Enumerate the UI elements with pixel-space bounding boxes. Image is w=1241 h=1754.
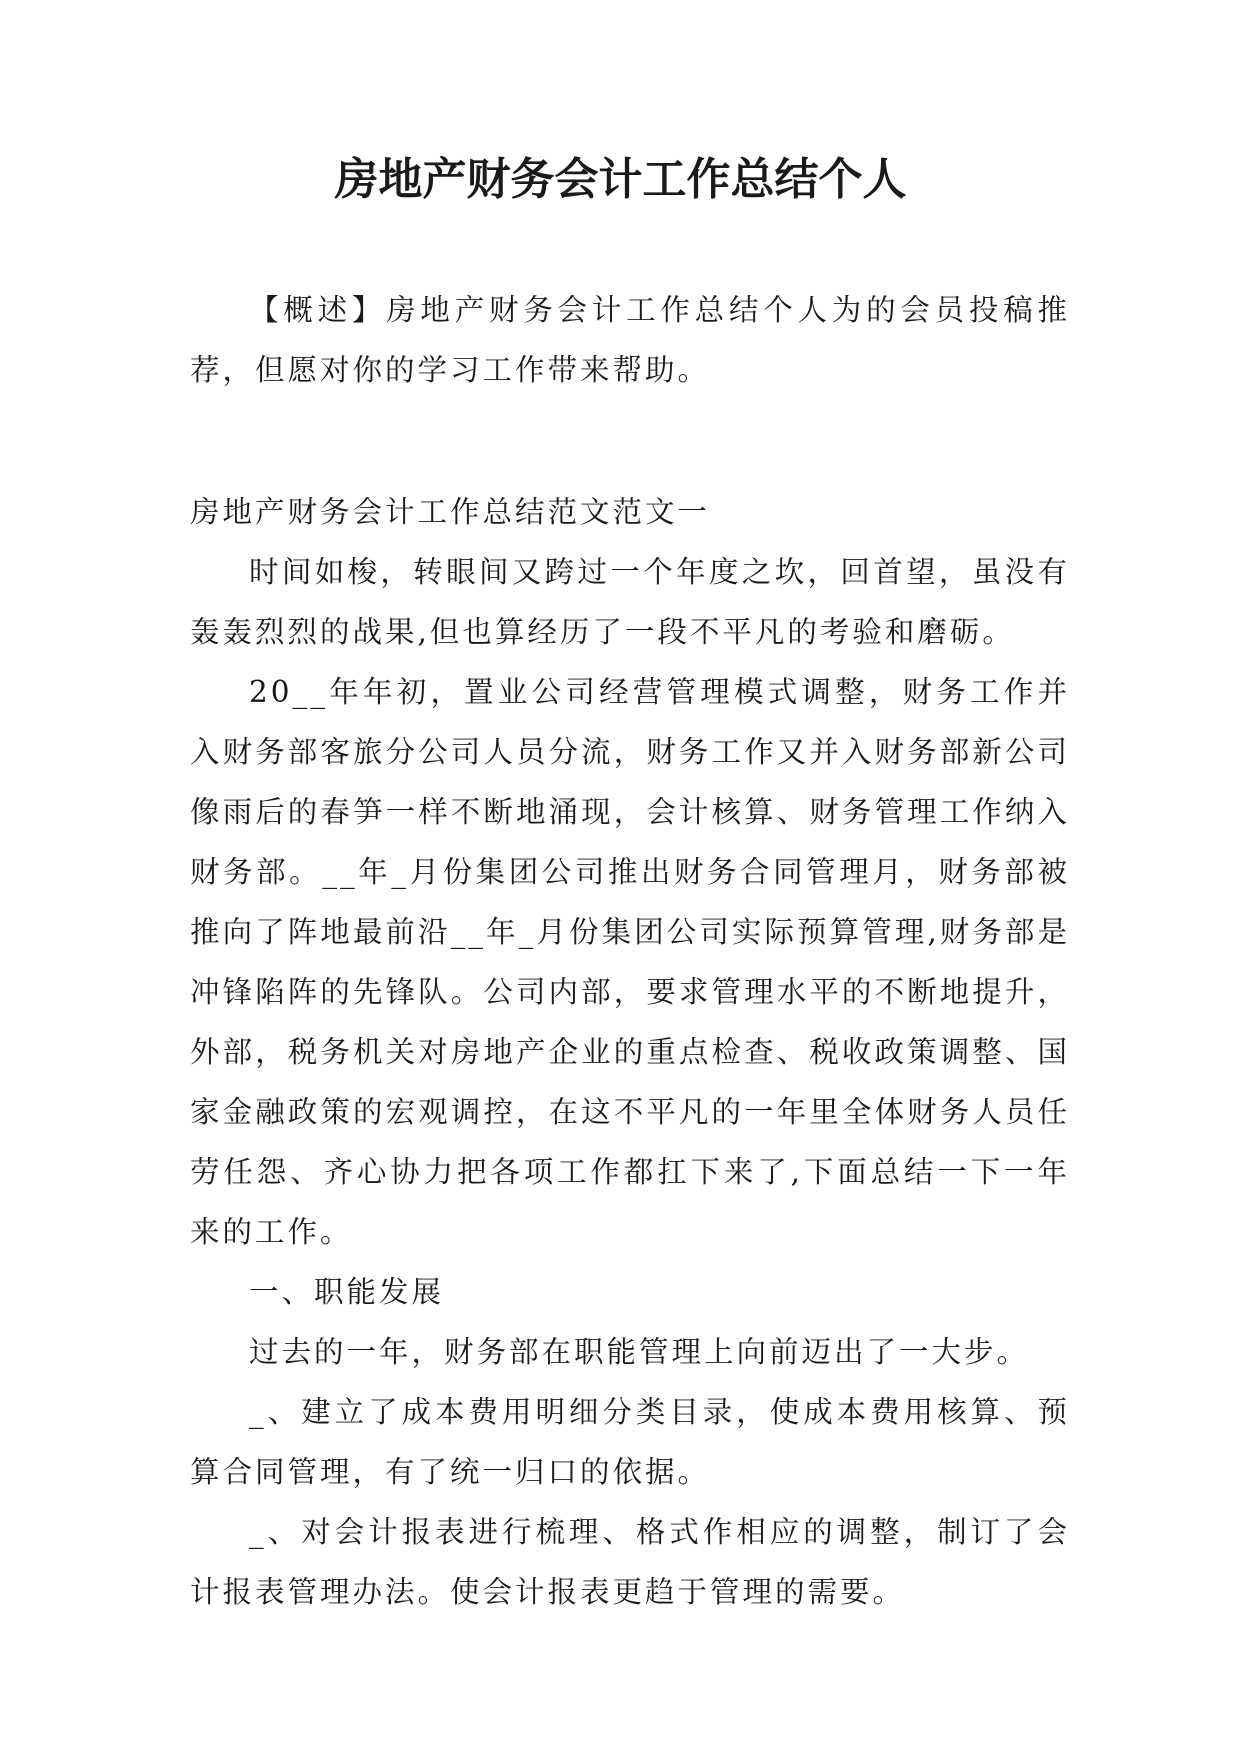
subheading-paragraph: 一、职能发展 xyxy=(249,1275,445,1309)
document-title: 房地产财务会计工作总结个人 xyxy=(334,154,907,205)
document-body xyxy=(190,280,1070,1622)
section-heading: 房地产财务会计工作总结范文范文一 xyxy=(190,495,711,529)
spacer xyxy=(190,400,1070,482)
body-paragraph: _、对会计报表进行梳理、格式作相应的调整，制订了会计报表管理办法。使会计报表更趋于管理的需要。 xyxy=(190,1515,1070,1609)
body-paragraph: 时间如梭，转眼间又跨过一个年度之坎，回首望，虽没有轰轰烈烈的战果,但也算经历了一段不平凡的考验和磨砺。 xyxy=(190,555,1070,649)
summary-paragraph: 【概述】房地产财务会计工作总结个人为的会员投稿推荐，但愿对你的学习工作带来帮助。 xyxy=(190,293,1070,387)
body-paragraph: 20__年年初，置业公司经营管理模式调整，财务工作并入财务部客旅分公司人员分流，财务工作又并入财务部新公司像雨后的春笋一样不断地涌现，会计核算、财务管理工作纳入财务部。__年_月份集团公司推出财务合同管理月，财务部被推向了阵地最前沿__年_月份集团公司实际预算管理,财务部是冲锋陷阵的先锋队。公司内部，要求管理水平的不断地提升，外部，税务机关对房地产企业的重点检查、税收政策调整、国家金融政策的宏观调控，在这不平凡的一年里全体财务人员任劳任怨、齐心协力把各项工作都扛下来了,下面总结一下一年来的工作。 xyxy=(190,675,1070,1249)
body-paragraph: 过去的一年，财务部在职能管理上向前迈出了一大步。 xyxy=(249,1335,1030,1369)
body-paragraph: _、建立了成本费用明细分类目录，使成本费用核算、预算合同管理，有了统一归口的依据。 xyxy=(190,1395,1070,1489)
